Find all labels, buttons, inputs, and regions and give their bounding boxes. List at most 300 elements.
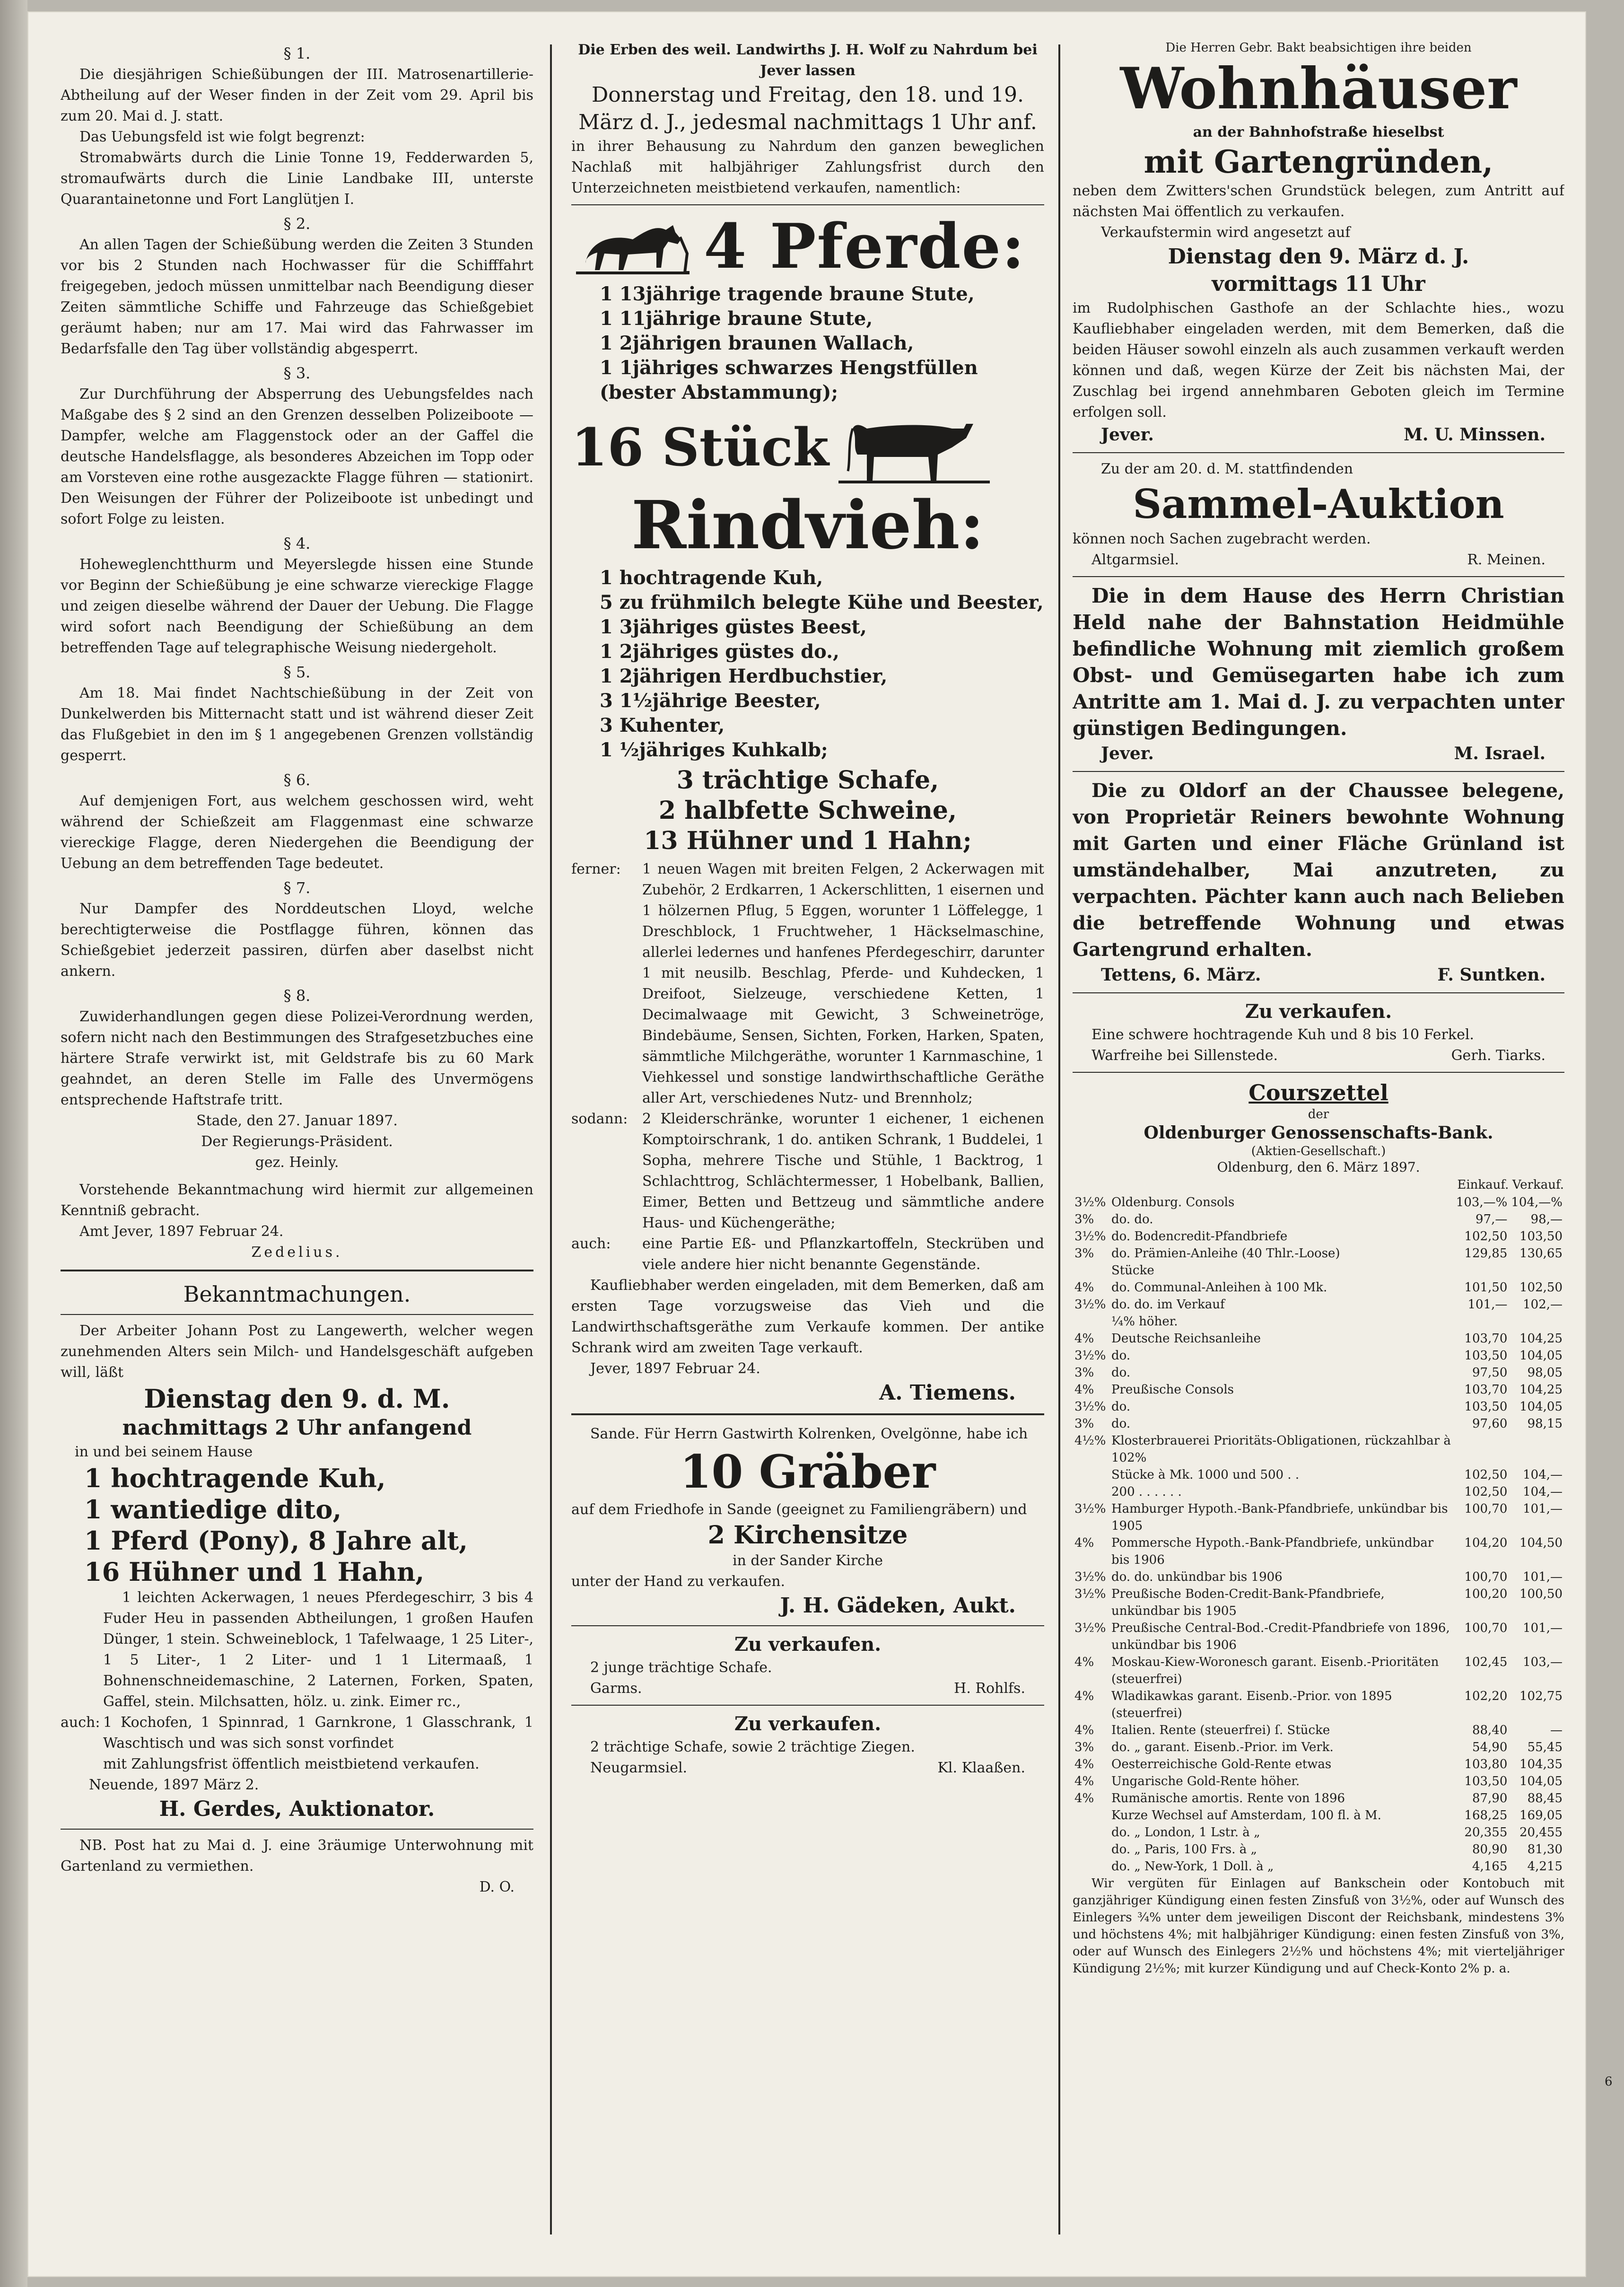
- horses-heading-row: [571, 211, 1044, 282]
- nb-signature: D. O.: [479, 1879, 515, 1895]
- rate-sell: —: [1550, 1723, 1563, 1737]
- rate-percent: [1073, 1807, 1109, 1824]
- rate-percent: 3½%: [1074, 1502, 1106, 1516]
- houses-date: Dienstag den 9. März d. J.: [1168, 245, 1469, 269]
- rates-row: [1073, 1773, 1564, 1790]
- auction-signature: H. Gerdes, Auktionator.: [159, 1797, 435, 1821]
- held-place: Jever.: [1101, 744, 1154, 763]
- rate-name: Oldenburg. Consols: [1111, 1195, 1235, 1209]
- newspaper-page: [27, 11, 1613, 2277]
- rate-name: Wladikawkas garant. Eisenb.-Prior. von 1895 (steuerfrei): [1111, 1689, 1392, 1720]
- rate-percent: 3½%: [1074, 1229, 1106, 1244]
- rates-row: [1073, 1279, 1564, 1296]
- divider: [1073, 771, 1564, 772]
- rate-name: do. Communal-Anleihen à 100 Mk.: [1111, 1280, 1327, 1295]
- section-paragraph: Das Uebungsfeld ist wie folgt begrenzt:: [79, 129, 365, 145]
- rate-percent: [1073, 1466, 1109, 1483]
- sale2-text: 2 trächtige Schafe, sowie 2 trächtige Ziegen.: [590, 1739, 915, 1755]
- section-paragraph: Stromabwärts durch die Linie Tonne 19, Fedderwarden 5, stromaufwärts durch die Linie Landbake III, unterste Quarantainetonne und Fort Langlütjen I.: [61, 149, 533, 208]
- rate-name: Moskau-Kiew-Woronesch garant. Eisenb.-Prioritäten (steuerfrei): [1111, 1655, 1439, 1686]
- divider: [61, 1314, 533, 1315]
- rate-buy: 54,90: [1472, 1740, 1508, 1754]
- rate-sell: 104,—: [1523, 1485, 1563, 1499]
- rate-percent: 3%: [1074, 1740, 1094, 1754]
- cattle-item: 3 1½jährige Beester,: [600, 690, 821, 712]
- label: ferner:: [571, 861, 621, 877]
- rates-row: [1073, 1313, 1564, 1330]
- rate-sell: 104,05: [1519, 1349, 1563, 1363]
- cattle-list: [571, 566, 1044, 762]
- section-number: § 7.: [283, 879, 311, 897]
- cattle-count: 16 Stück: [571, 417, 829, 478]
- graves-intro: Sande. Für Herrn Gastwirth Kolrenken, Ovelgönne, habe ich: [590, 1426, 1028, 1442]
- auction-more-items: 1 leichten Ackerwagen, 1 neues Pferdegeschirr, 3 bis 4 Fuder Heu in passenden Abtheilungen, 1 großen Haufen Dünger, 1 stein. Schweineblock, 1 Tafelwaage, 1 25 Liter-, 1 5 Liter-, 1 2 Liter- und 1 1 Litermaaß, 1 Bohnenschneidemaschine, 2 Laternen, Forken, Spaten, Gaffel, stein. Milchsatten, hölz. u. zink. Eimer rc.,: [103, 1589, 533, 1710]
- held-apartment-text: Die in dem Hause des Herrn Christian Held nahe der Bahnstation Heidmühle befindliche Wohnung mit ziemlich großem Obst- und Gemüsegarten habe ich zum Antritte am 1. Mai d. J. zu verpachten unter günstigen Bedingungen.: [1073, 584, 1564, 740]
- ordinance-signer: Der Regierungs-Präsident.: [201, 1133, 393, 1150]
- rate-percent: 4%: [1074, 1723, 1094, 1737]
- nb-note: NB. Post hat zu Mai d. J. eine 3räumige Unterwohnung mit Gartenland zu vermiethen.: [61, 1837, 533, 1875]
- rate-sell: 103,—: [1523, 1655, 1563, 1669]
- auction-time: nachmittags 2 Uhr anfangend: [122, 1416, 472, 1440]
- further-items: [571, 859, 1044, 1109]
- houses-footer: [1073, 423, 1564, 447]
- houses-text2: im Rudolphischen Gasthofe an der Schlachte hies., wozu Kaufliebhaber eingeladen werden, mit dem Bemerken, daß die beiden Häuser sowohl einzeln als auch zusammen verkauft werden können und daß, wegen Kürze der Zeit bis nächsten Mai, der Zuschlag bei irgend annehmbaren Geboten gleich im Termine erfolgen soll.: [1073, 300, 1564, 421]
- rate-name: do. „ New-York, 1 Doll. à „: [1111, 1859, 1274, 1874]
- cow-sale-footer: [1073, 1045, 1564, 1066]
- rate-sell: 98,15: [1527, 1417, 1563, 1431]
- section-number: § 5.: [283, 663, 311, 681]
- rate-buy: 88,40: [1472, 1723, 1508, 1737]
- section-paragraph: An allen Tagen der Schießübung werden die Zeiten 3 Stunden vor bis 2 Stunden nach Hochwasser für die Schifffahrt freigegeben, jedoch müssen unmittelbar nach Beendigung dieser Zeiten sämmtliche Schiffe und Fahrzeuge das Schießgebiet geräumt haben; nur am 17. Mai wird das Fahrwasser im Bedarfsfalle den Tag über vollständig abgesperrt.: [61, 237, 533, 357]
- rate-sell: 88,45: [1527, 1791, 1563, 1805]
- rate-buy: 168,25: [1464, 1808, 1508, 1823]
- rate-sell: [1509, 1313, 1564, 1330]
- cattle-item: 1 ½jähriges Kuhkalb;: [600, 739, 828, 761]
- rate-name: do. „ London, 1 Lstr. à „: [1111, 1825, 1260, 1840]
- rate-buy: 102,50: [1464, 1468, 1508, 1482]
- rate-sell: 81,30: [1527, 1842, 1563, 1857]
- estate-intro: Die Erben des weil. Landwirths J. H. Wolf zu Nahrdum bei Jever lassen: [578, 42, 1038, 79]
- rate-buy: 103,80: [1464, 1757, 1508, 1771]
- rate-percent: 4%: [1074, 1383, 1094, 1397]
- rate-sell: 169,05: [1519, 1808, 1563, 1823]
- rates-row: [1073, 1262, 1564, 1279]
- collect-heading: Sammel-Auktion: [1133, 481, 1504, 527]
- pews-heading: 2 Kirchensitze: [707, 1521, 908, 1550]
- rate-name: do. Prämien-Anleihe (40 Thlr.-Loose): [1111, 1246, 1340, 1261]
- police-ordinance: [61, 43, 533, 1111]
- section-number: § 6.: [283, 771, 311, 789]
- rates-row: [1073, 1364, 1564, 1381]
- auction-item: 16 Hühner und 1 Hahn,: [84, 1557, 425, 1587]
- cattle-item: 5 zu frühmilch belegte Kühe und Beester,: [600, 591, 1044, 613]
- rate-percent: 4%: [1074, 1689, 1094, 1703]
- rates-heading: Courszettel: [1249, 1080, 1388, 1105]
- section-paragraph: Zuwiderhandlungen gegen diese Polizei-Verordnung werden, sofern nicht nach den Bestimmungen des Strafgesetzbuches eine härtere Strafe verwirkt ist, mit Geldstrafe bis zu 60 Mark geahndet, an deren Stelle im Falle des Unvermögens entsprechende Haftstrafe tritt.: [61, 1008, 533, 1108]
- rate-percent: 4½%: [1074, 1434, 1106, 1448]
- divider: [571, 204, 1044, 205]
- section-paragraph: Hoheweglenchtthurm und Meyerslegde hissen eine Stunde vor Beginn der Schießübung je eine schwarze viereckige Flagge und zeigen dieselbe während der Dauer der Uebung. Die Flagge wird sofort nach Beendigung der Schießübung an dem betreffenden Tage auf telegraphische Weisung niedergeholt.: [61, 556, 533, 656]
- held-footer: [1073, 742, 1564, 765]
- rate-buy: 103,—%: [1456, 1195, 1508, 1209]
- rate-name: ¼% höher.: [1111, 1314, 1178, 1329]
- rate-percent: 4%: [1074, 1536, 1094, 1550]
- houses-signature: M. U. Minssen.: [1404, 425, 1545, 445]
- rate-percent: [1073, 1841, 1109, 1858]
- rate-sell: 101,—: [1523, 1502, 1563, 1516]
- divider: [1073, 452, 1564, 453]
- sheep-line: 3 trächtige Schafe,: [676, 766, 939, 795]
- rates-row: [1073, 1296, 1564, 1313]
- rate-buy: [1454, 1432, 1510, 1466]
- rate-percent: [1073, 1483, 1109, 1500]
- sale2-place: Neugarmsiel.: [590, 1760, 688, 1776]
- margin-digit: 6: [1605, 2075, 1613, 2089]
- houses-place: Jever.: [1101, 425, 1154, 445]
- auction-item: 1 hochtragende Kuh,: [84, 1463, 386, 1493]
- rate-buy: 103,50: [1464, 1349, 1508, 1363]
- rates-header-row: [1073, 1176, 1564, 1194]
- collect-intro: Zu der am 20. d. M. stattfindenden: [1101, 461, 1353, 477]
- auction-location: in und bei seinem Hause: [75, 1444, 253, 1460]
- held-signature: M. Israel.: [1454, 744, 1545, 763]
- chickens-line: 13 Hühner und 1 Hahn;: [644, 826, 972, 855]
- horses-heading: 4 Pferde:: [704, 210, 1026, 282]
- rates-row: [1073, 1807, 1564, 1824]
- then-items: [571, 1109, 1044, 1234]
- collect-text: können noch Sachen zugebracht werden.: [1073, 531, 1371, 547]
- auction-intro: Der Arbeiter Johann Post zu Langewerth, welcher wegen zunehmenden Alters sein Milch- und Handelsgeschäft aufgeben will, läßt: [61, 1323, 533, 1381]
- rate-percent: 3%: [1074, 1366, 1094, 1380]
- graves-heading: 10 Gräber: [680, 1445, 936, 1498]
- horse-item: 1 2jährigen braunen Wallach,: [600, 332, 914, 354]
- rates-row: [1073, 1722, 1564, 1739]
- rate-sell: 103,50: [1519, 1229, 1563, 1244]
- rate-percent: [1073, 1313, 1109, 1330]
- rate-sell: 101,—: [1523, 1570, 1563, 1584]
- ordinance-signer-name: gez. Heinly.: [255, 1154, 339, 1171]
- rates-row: [1073, 1858, 1564, 1875]
- auction-item: 1 wantiedige dito,: [84, 1494, 342, 1525]
- rate-buy: 104,20: [1464, 1536, 1508, 1550]
- rate-name: do. „ Paris, 100 Frs. à „: [1111, 1842, 1257, 1857]
- estate-closing: Kaufliebhaber werden eingeladen, mit dem Bemerken, daß am ersten Tage vorzugsweise das Vieh und die Landwirthschaftsgeräthe zum Verkaufe kommen. Der antike Schrank wird am zweiten Tage verkauft.: [571, 1277, 1044, 1356]
- sale1-signature: H. Rohlfs.: [954, 1680, 1025, 1697]
- auction-date: Dienstag den 9. d. M.: [144, 1384, 450, 1414]
- column-rule: [550, 44, 552, 2234]
- rates-row: [1073, 1330, 1564, 1347]
- rate-sell: 102,—: [1523, 1297, 1563, 1312]
- also-items: [571, 1234, 1044, 1275]
- rate-percent: 4%: [1074, 1280, 1094, 1295]
- rates-row: [1073, 1483, 1564, 1500]
- divider: [1073, 1072, 1564, 1073]
- auction-items: [61, 1463, 533, 1587]
- cattle-item: 3 Kuhenter,: [600, 714, 725, 736]
- rate-sell: 101,—: [1523, 1621, 1563, 1635]
- divider: [1073, 992, 1564, 993]
- cattle-item: 1 3jähriges güstes Beest,: [600, 616, 867, 638]
- rate-name: Italien. Rente (steuerfrei) ſ. Stücke: [1111, 1723, 1330, 1737]
- ordinance-place-date: Stade, den 27. Januar 1897.: [196, 1113, 398, 1129]
- houses-gardens: mit Gartengründen,: [1144, 143, 1493, 180]
- rates-header-name: [1109, 1176, 1454, 1194]
- rate-percent: 4%: [1074, 1791, 1094, 1805]
- sale2-footer: [571, 1758, 1044, 1779]
- sale1-heading: Zu verkaufen.: [734, 1633, 882, 1656]
- label: auch:: [571, 1236, 611, 1252]
- rate-name: do.: [1111, 1349, 1131, 1363]
- rate-name: Deutsche Reichsanleihe: [1111, 1332, 1261, 1346]
- pews-terms: unter der Hand zu verkaufen.: [571, 1573, 786, 1590]
- section-paragraph: Am 18. Mai findet Nachtschießübung in der Zeit von Dunkelwerden bis Mitternacht statt und ist während dieser Zeit das Flußgebiet in den im § 1 angegebenen Grenzen vollständig gesperrt.: [61, 685, 533, 764]
- rate-buy: 80,90: [1472, 1842, 1508, 1857]
- pews-location: in der Sander Kirche: [732, 1552, 883, 1569]
- cattle-item: 1 2jährigen Herdbuchstier,: [600, 665, 888, 687]
- rate-name: Stücke: [1111, 1263, 1154, 1278]
- rate-buy: 103,70: [1464, 1383, 1508, 1397]
- rate-name: Kurze Wechsel auf Amsterdam, 100 fl. à M.: [1111, 1808, 1381, 1823]
- rates-row: [1073, 1620, 1564, 1654]
- rate-buy: [1454, 1313, 1510, 1330]
- rate-buy: 102,50: [1464, 1229, 1508, 1244]
- rate-buy: 100,70: [1464, 1502, 1508, 1516]
- also-items-text: eine Partie Eß- und Pflanzkartoffeln, Steckrüben und viele andere hier nicht benannte Gegenstände.: [642, 1236, 1044, 1273]
- rate-percent: [1073, 1858, 1109, 1875]
- section-heading-bekanntmachungen: Bekanntmachungen.: [183, 1281, 411, 1307]
- rate-percent: 3½%: [1074, 1349, 1106, 1363]
- rate-name: Ungarische Gold-Rente höher.: [1111, 1774, 1300, 1788]
- rate-name: Oesterreichische Gold-Rente etwas: [1111, 1757, 1332, 1771]
- then-items-text: 2 Kleiderschränke, worunter 1 eichener, 1 eichenen Komptoirschrank, 1 do. antiken Schrank, 1 Buddelei, 1 Sopha, mehrere Tische und Stühle, 1 Backtrog, 1 Schlachttrog, Schlächtermesser, 1 Hobelbank, Ballien, Eimer, Betten und Bettzeug und sämmtliche andere Haus- und Küchengeräthe;: [642, 1111, 1044, 1231]
- rate-name: Stücke à Mk. 1000 und 500 . .: [1111, 1468, 1300, 1482]
- rate-buy: 100,20: [1464, 1587, 1508, 1601]
- rate-percent: 3%: [1074, 1212, 1094, 1227]
- rate-sell: 98,—: [1530, 1212, 1563, 1227]
- rate-name: 200 . . . . . .: [1111, 1485, 1182, 1499]
- rate-name: Klosterbrauerei Prioritäts-Obligationen, rückzahlbar à 102%: [1111, 1434, 1451, 1465]
- column-1: [61, 40, 533, 2239]
- rate-sell: 104,25: [1519, 1332, 1563, 1346]
- rates-footer: Wir vergüten für Einlagen auf Bankschein oder Kontobuch mit ganzjähriger Kündigung einen festen Zinsfuß von 3½%, oder auf Wunsch des Einlegers ¾% unter dem jeweiligen Discont der Reichsbank, mindestens 3% und höchstens 4%; mit halbjähriger Kündigung: einen festen Zinsfuß von 3%, oder auf Wunsch des Einlegers 2½% und höchstens 4%; mit vierteljähriger Kündigung 2½%; mit kurzer Kündigung und auf Check-Konto 2% p. a.: [1073, 1876, 1564, 1976]
- rate-buy: 4,165: [1472, 1859, 1508, 1874]
- rate-percent: 3½%: [1074, 1570, 1106, 1584]
- divider: [571, 1413, 1044, 1415]
- section-number: § 1.: [283, 44, 311, 62]
- rate-buy: 101,50: [1464, 1280, 1508, 1295]
- rate-sell: 55,45: [1527, 1740, 1563, 1754]
- rates-row: [1073, 1568, 1564, 1586]
- rates-row: [1073, 1500, 1564, 1534]
- rate-buy: 87,90: [1472, 1791, 1508, 1805]
- rate-name: do.: [1111, 1400, 1131, 1414]
- horse-item: 1 13jährige tragende braune Stute,: [600, 283, 975, 305]
- rates-row: [1073, 1347, 1564, 1364]
- scan-binding-edge: [0, 0, 27, 2287]
- rate-percent: 3½%: [1074, 1195, 1106, 1209]
- label: sodann:: [571, 1111, 628, 1127]
- rates-row: [1073, 1534, 1564, 1568]
- rate-name: do. Bodencredit-Pfandbriefe: [1111, 1229, 1288, 1244]
- rate-sell: 20,455: [1519, 1825, 1563, 1840]
- cow-icon: [838, 410, 990, 485]
- rate-buy: 97,60: [1472, 1417, 1508, 1431]
- section-paragraph: Die diesjährigen Schießübungen der III. Matrosenartillerie-Abtheilung auf der Weser finden in der Zeit vom 29. April bis zum 20. Mai d. J. statt.: [61, 66, 533, 124]
- rate-sell: 104,50: [1519, 1536, 1563, 1550]
- auction-terms: mit Zahlungsfrist öffentlich meistbietend verkaufen.: [103, 1756, 480, 1772]
- oldorf-place: Tettens, 6. März.: [1101, 965, 1261, 985]
- cattle-heading: Rindvieh:: [631, 487, 985, 564]
- column-rule: [1058, 44, 1060, 2234]
- rates-row: [1073, 1432, 1564, 1466]
- collect-footer: [1073, 550, 1564, 570]
- rates-row: [1073, 1398, 1564, 1415]
- rate-percent: 4%: [1074, 1774, 1094, 1788]
- rate-buy: 103,50: [1464, 1774, 1508, 1788]
- collect-place: Altgarmsiel.: [1091, 552, 1179, 568]
- rate-buy: 97,—: [1476, 1212, 1508, 1227]
- sale1-text: 2 junge trächtige Schafe.: [590, 1659, 772, 1676]
- auction-place-date: Neuende, 1897 März 2.: [89, 1777, 259, 1793]
- estate-intro-text: in ihrer Behausung zu Nahrdum den ganzen beweglichen Nachlaß mit halbjähriger Zahlungsfrist durch den Unterzeichneten meistbietend verkaufen, namentlich:: [571, 138, 1044, 196]
- oldorf-text: Die zu Oldorf an der Chaussee belegene, von Proprietär Reiners bewohnte Wohnung mit Garten und einer Fläche Grünland ist umständehalber, Mai anzutreten, zu verpachten. Pächter kann auch nach Belieben die betreffende Wohnung und etwas Gartengrund erhalten.: [1073, 780, 1564, 961]
- rate-percent: [1073, 1824, 1109, 1841]
- rates-row: [1073, 1841, 1564, 1858]
- estate-dates: Donnerstag und Freitag, den 18. und 19. März d. J., jedesmal nachmittags 1 Uhr anf.: [578, 83, 1037, 134]
- rate-percent: 3½%: [1074, 1400, 1106, 1414]
- rate-percent: 4%: [1074, 1332, 1094, 1346]
- rate-name: do. do.: [1111, 1212, 1153, 1227]
- rate-buy: 100,70: [1464, 1570, 1508, 1584]
- rate-sell: [1509, 1432, 1564, 1466]
- rate-sell: 104,35: [1519, 1757, 1563, 1771]
- ordinance-footer-date: Amt Jever, 1897 Februar 24.: [79, 1223, 284, 1240]
- houses-text: neben dem Zwitters'schen Grundstück belegen, zum Antritt auf nächsten Mai öffentlich zu verkaufen.: [1073, 183, 1564, 220]
- rates-date: Oldenburg, den 6. März 1897.: [1217, 1159, 1420, 1175]
- cattle-item: 1 2jähriges güstes do.,: [600, 640, 839, 663]
- sale1-place: Garms.: [590, 1680, 642, 1697]
- rates-header-buy: Einkauf.: [1457, 1178, 1509, 1192]
- column-2: [571, 40, 1044, 2239]
- rates-row: [1073, 1654, 1564, 1688]
- houses-time: vormittags 11 Uhr: [1212, 272, 1425, 296]
- rates-header-rate: [1073, 1176, 1109, 1194]
- rate-name: Hamburger Hypoth.-Bank-Pfandbriefe, unkündbar bis 1905: [1111, 1502, 1448, 1533]
- auction-also: [61, 1712, 533, 1754]
- section-paragraph: Zur Durchführung der Absperrung des Uebungsfeldes nach Maßgabe des § 2 sind an den Grenzen desselben Polizeiboote — Dampfer, welche am Flaggenstock oder an der Gaffel die deutsche Handelsflagge, als besonderes Abzeichen im Topp oder am Vorsteven eine rothe ausgezackte Flagge führen — stationirt. Den Weisungen der Führer der Polizeiboote ist unbedingt und sofort Folge zu leisten.: [61, 386, 533, 527]
- rate-name: Pommersche Hypoth.-Bank-Pfandbriefe, unkündbar bis 1906: [1111, 1536, 1434, 1567]
- sale2-signature: Kl. Klaaßen.: [937, 1760, 1025, 1776]
- estate-place-date: Jever, 1897 Februar 24.: [590, 1360, 760, 1377]
- rates-row: [1073, 1586, 1564, 1620]
- rate-buy: 102,50: [1464, 1485, 1508, 1499]
- rates-row: [1073, 1790, 1564, 1807]
- rate-sell: 4,215: [1527, 1859, 1563, 1874]
- rates-header-sell: Verkauf.: [1512, 1178, 1564, 1192]
- rate-buy: 20,355: [1464, 1825, 1508, 1840]
- rate-buy: 102,45: [1464, 1655, 1508, 1669]
- cow-sale-heading: Zu verkaufen.: [1245, 1000, 1392, 1023]
- cattle-count-row: [571, 410, 1044, 485]
- rate-sell: 102,50: [1519, 1280, 1563, 1295]
- rate-name: Rumänische amortis. Rente von 1896: [1111, 1791, 1345, 1805]
- horse-item: 1 1jähriges schwarzes Hengstfüllen (bester Abstammung);: [600, 357, 978, 403]
- divider: [61, 1270, 533, 1271]
- rates-row: [1073, 1415, 1564, 1432]
- houses-termin: Verkaufstermin wird angesetzt auf: [1101, 224, 1351, 241]
- auction-also-items: 1 Kochofen, 1 Spinnrad, 1 Garnkrone, 1 Glasschrank, 1 Waschtisch und was sich sonst vorfindet: [103, 1714, 533, 1752]
- rates-row: [1073, 1194, 1564, 1211]
- rate-name: do.: [1111, 1417, 1131, 1431]
- rate-percent: 3½%: [1074, 1587, 1106, 1601]
- rate-percent: 3½%: [1074, 1297, 1106, 1312]
- rates-row: [1073, 1245, 1564, 1262]
- houses-intro: Die Herren Gebr. Bakt beabsichtigen ihre beiden: [1165, 41, 1472, 55]
- horse-icon: [571, 211, 694, 282]
- oldorf-signature: F. Suntken.: [1437, 965, 1545, 985]
- rate-buy: 103,50: [1464, 1400, 1508, 1414]
- ordinance-footer-sig: Zedelius.: [251, 1244, 343, 1261]
- rates-bank: Oldenburger Genossenschafts-Bank.: [1144, 1123, 1493, 1143]
- rates-row: [1073, 1688, 1564, 1722]
- label: auch:: [61, 1714, 100, 1731]
- cattle-item: 1 hochtragende Kuh,: [600, 567, 823, 589]
- divider: [571, 1705, 1044, 1706]
- divider: [1073, 576, 1564, 577]
- rate-name: Preußische Consols: [1111, 1383, 1234, 1397]
- section-number: § 3.: [283, 364, 311, 382]
- section-number: § 4.: [283, 535, 311, 552]
- sale1-footer: [571, 1678, 1044, 1699]
- rate-buy: 129,85: [1464, 1246, 1508, 1261]
- sale2-heading: Zu verkaufen.: [734, 1713, 882, 1735]
- rate-name: Preußische Central-Bod.-Credit-Pfandbriefe von 1896, unkündbar bis 1906: [1111, 1621, 1450, 1652]
- auction-item: 1 Pferd (Pony), 8 Jahre alt,: [84, 1525, 468, 1556]
- rate-buy: 97,50: [1472, 1366, 1508, 1380]
- rate-name: do. do. unkündbar bis 1906: [1111, 1570, 1283, 1584]
- rate-buy: 102,20: [1464, 1689, 1508, 1703]
- rate-percent: 4%: [1074, 1757, 1094, 1771]
- graves-text: auf dem Friedhofe in Sande (geeignet zu Familiengräbern) und: [571, 1501, 1027, 1518]
- horse-item: 1 11jährige braune Stute,: [600, 307, 873, 330]
- estate-signature: A. Tiemens.: [879, 1381, 1016, 1405]
- cow-sale-place: Warfreihe bei Sillenstede.: [1091, 1047, 1278, 1064]
- rate-sell: 100,50: [1519, 1587, 1563, 1601]
- rate-sell: 104,25: [1519, 1383, 1563, 1397]
- divider: [571, 1625, 1044, 1626]
- rates-row: [1073, 1739, 1564, 1756]
- rates-body: [1073, 1194, 1564, 1875]
- rates-row: [1073, 1824, 1564, 1841]
- rate-sell: 130,65: [1519, 1246, 1563, 1261]
- rate-name: do. „ garant. Eisenb.-Prior. im Verk.: [1111, 1740, 1334, 1754]
- rate-sell: [1509, 1262, 1564, 1279]
- cow-sale-signature: Gerh. Tiarks.: [1451, 1047, 1545, 1064]
- houses-location: an der Bahnhofstraße hieselbst: [1193, 124, 1444, 140]
- rates-row: [1073, 1466, 1564, 1483]
- section-paragraph: Auf demjenigen Fort, aus welchem geschossen wird, weht während der Schießzeit am Flaggenmast eine schwarze viereckige Flagge, deren Niedergehen die Beendigung der Uebung an dem betreffenden Tage bedeutet.: [61, 793, 533, 872]
- rates-row: [1073, 1756, 1564, 1773]
- rate-buy: [1454, 1262, 1510, 1279]
- divider: [61, 1829, 533, 1830]
- rate-buy: 100,70: [1464, 1621, 1508, 1635]
- section-paragraph: Nur Dampfer des Norddeutschen Lloyd, welche berechtigterweise die Postflagge führen, können das Schießgebiet jederzeit passiren, dürfen aber daselbst nicht ankern.: [61, 901, 533, 980]
- cow-sale-text: Eine schwere hochtragende Kuh und 8 bis 10 Ferkel.: [1091, 1026, 1474, 1043]
- rate-percent: 3%: [1074, 1417, 1094, 1431]
- rates-row: [1073, 1381, 1564, 1398]
- rate-percent: 3½%: [1074, 1621, 1106, 1635]
- houses-heading: Wohnhäuser: [1120, 55, 1517, 122]
